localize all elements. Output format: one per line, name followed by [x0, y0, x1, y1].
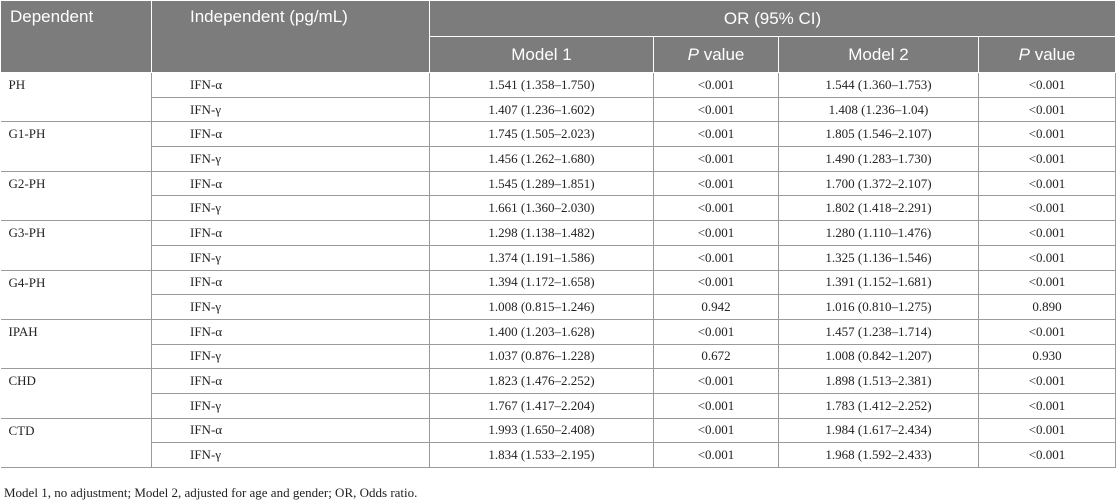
model2-or-cell: 1.783 (1.412–2.252) [779, 393, 979, 418]
model2-p-cell: <0.001 [979, 122, 1116, 147]
model1-or-cell: 1.400 (1.203–1.628) [430, 319, 654, 344]
header-model-1: Model 1 [430, 37, 654, 73]
table-body [1, 73, 1116, 468]
model1-p-cell: <0.001 [654, 122, 779, 147]
model2-p-cell: <0.001 [979, 270, 1116, 295]
table-row [1, 73, 1116, 98]
model2-or-cell: 1.280 (1.110–1.476) [779, 221, 979, 246]
table-row [1, 295, 1116, 320]
model1-or-cell: 1.456 (1.262–1.680) [430, 147, 654, 172]
table-footnote: Model 1, no adjustment; Model 2, adjusted for age and gender; OR, Odds ratio. [4, 485, 418, 500]
model1-or-cell: 1.993 (1.650–2.408) [430, 418, 654, 443]
header-p-italic: P [687, 44, 699, 64]
model2-or-cell: 1.968 (1.592–2.433) [779, 443, 979, 468]
model2-or-cell: 1.984 (1.617–2.434) [779, 418, 979, 443]
header-value-text: value [1030, 44, 1076, 64]
model2-p-cell: <0.001 [979, 418, 1116, 443]
model2-or-cell: 1.391 (1.152–1.681) [779, 270, 979, 295]
model2-or-cell: 1.408 (1.236–1.04) [779, 97, 979, 122]
model2-p-cell: <0.001 [979, 443, 1116, 468]
dependent-cell: CTD [1, 418, 152, 467]
independent-cell: IFN-α [152, 270, 430, 295]
model1-or-cell: 1.767 (1.417–2.204) [430, 393, 654, 418]
independent-cell: IFN-α [152, 221, 430, 246]
model1-p-cell: <0.001 [654, 221, 779, 246]
model1-p-cell: <0.001 [654, 418, 779, 443]
model2-p-cell: <0.001 [979, 147, 1116, 172]
independent-cell: IFN-γ [152, 443, 430, 468]
model1-p-cell: <0.001 [654, 443, 779, 468]
table-row [1, 221, 1116, 246]
model1-p-cell: <0.001 [654, 319, 779, 344]
model1-or-cell: 1.298 (1.138–1.482) [430, 221, 654, 246]
independent-cell: IFN-α [152, 122, 430, 147]
model1-or-cell: 1.834 (1.533–2.195) [430, 443, 654, 468]
header-value-text: value [698, 44, 745, 64]
dependent-cell: G4-PH [1, 270, 152, 319]
header-or-ci: OR (95% CI) [430, 1, 1116, 37]
independent-cell: IFN-γ [152, 196, 430, 221]
table-row [1, 344, 1116, 369]
model1-p-cell: <0.001 [654, 171, 779, 196]
model2-or-cell: 1.805 (1.546–2.107) [779, 122, 979, 147]
model2-p-cell: 0.890 [979, 295, 1116, 320]
model1-or-cell: 1.545 (1.289–1.851) [430, 171, 654, 196]
dependent-cell: G3-PH [1, 221, 152, 270]
model2-p-cell: <0.001 [979, 221, 1116, 246]
independent-cell: IFN-α [152, 418, 430, 443]
model1-or-cell: 1.374 (1.191–1.586) [430, 245, 654, 270]
independent-cell: IFN-γ [152, 295, 430, 320]
model2-p-cell: <0.001 [979, 196, 1116, 221]
model1-p-cell: <0.001 [654, 369, 779, 394]
table-row [1, 122, 1116, 147]
table-row [1, 97, 1116, 122]
model1-or-cell: 1.008 (0.815–1.246) [430, 295, 654, 320]
model2-or-cell: 1.325 (1.136–1.546) [779, 245, 979, 270]
model1-or-cell: 1.745 (1.505–2.023) [430, 122, 654, 147]
header-p-italic: P [1018, 44, 1030, 64]
model2-p-cell: <0.001 [979, 369, 1116, 394]
table-row [1, 369, 1116, 394]
model1-p-cell: 0.672 [654, 344, 779, 369]
model2-p-cell: <0.001 [979, 73, 1116, 98]
model2-or-cell: 1.898 (1.513–2.381) [779, 369, 979, 394]
model2-or-cell: 1.457 (1.238–1.714) [779, 319, 979, 344]
table-row [1, 171, 1116, 196]
model2-or-cell: 1.016 (0.810–1.275) [779, 295, 979, 320]
model1-p-cell: <0.001 [654, 147, 779, 172]
independent-cell: IFN-α [152, 73, 430, 98]
header-independent: Independent (pg/mL) [152, 1, 430, 73]
model1-p-cell: <0.001 [654, 196, 779, 221]
independent-cell: IFN-α [152, 369, 430, 394]
independent-cell: IFN-γ [152, 344, 430, 369]
model1-or-cell: 1.407 (1.236–1.602) [430, 97, 654, 122]
table-row [1, 393, 1116, 418]
independent-cell: IFN-γ [152, 393, 430, 418]
independent-cell: IFN-α [152, 319, 430, 344]
dependent-cell: G1-PH [1, 122, 152, 171]
model1-p-cell: 0.942 [654, 295, 779, 320]
model2-p-cell: <0.001 [979, 97, 1116, 122]
table-row [1, 270, 1116, 295]
table-row [1, 443, 1116, 468]
table-row [1, 196, 1116, 221]
model1-p-cell: <0.001 [654, 270, 779, 295]
table-row [1, 319, 1116, 344]
model1-p-cell: <0.001 [654, 393, 779, 418]
independent-cell: IFN-γ [152, 147, 430, 172]
table-row [1, 147, 1116, 172]
model1-or-cell: 1.394 (1.172–1.658) [430, 270, 654, 295]
independent-cell: IFN-α [152, 171, 430, 196]
model2-p-cell: <0.001 [979, 245, 1116, 270]
model2-or-cell: 1.544 (1.360–1.753) [779, 73, 979, 98]
model1-or-cell: 1.037 (0.876–1.228) [430, 344, 654, 369]
model1-or-cell: 1.661 (1.360–2.030) [430, 196, 654, 221]
header-dependent: Dependent [1, 1, 152, 73]
independent-cell: IFN-γ [152, 245, 430, 270]
header-p-value-1 [654, 37, 779, 73]
model1-p-cell: <0.001 [654, 73, 779, 98]
model2-p-cell: <0.001 [979, 171, 1116, 196]
model1-or-cell: 1.823 (1.476–2.252) [430, 369, 654, 394]
model1-p-cell: <0.001 [654, 97, 779, 122]
model2-or-cell: 1.490 (1.283–1.730) [779, 147, 979, 172]
model2-p-cell: <0.001 [979, 393, 1116, 418]
dependent-cell: G2-PH [1, 171, 152, 220]
model1-or-cell: 1.541 (1.358–1.750) [430, 73, 654, 98]
model2-or-cell: 1.802 (1.418–2.291) [779, 196, 979, 221]
model2-or-cell: 1.700 (1.372–2.107) [779, 171, 979, 196]
header-p-value-2 [979, 37, 1116, 73]
independent-cell: IFN-γ [152, 97, 430, 122]
model2-p-cell: <0.001 [979, 319, 1116, 344]
header-model-2: Model 2 [779, 37, 979, 73]
table-row [1, 245, 1116, 270]
dependent-cell: IPAH [1, 319, 152, 368]
table-header [1, 1, 1116, 73]
table-row [1, 418, 1116, 443]
model2-or-cell: 1.008 (0.842–1.207) [779, 344, 979, 369]
dependent-cell: PH [1, 73, 152, 122]
model1-p-cell: <0.001 [654, 245, 779, 270]
dependent-cell: CHD [1, 369, 152, 418]
model2-p-cell: 0.930 [979, 344, 1116, 369]
